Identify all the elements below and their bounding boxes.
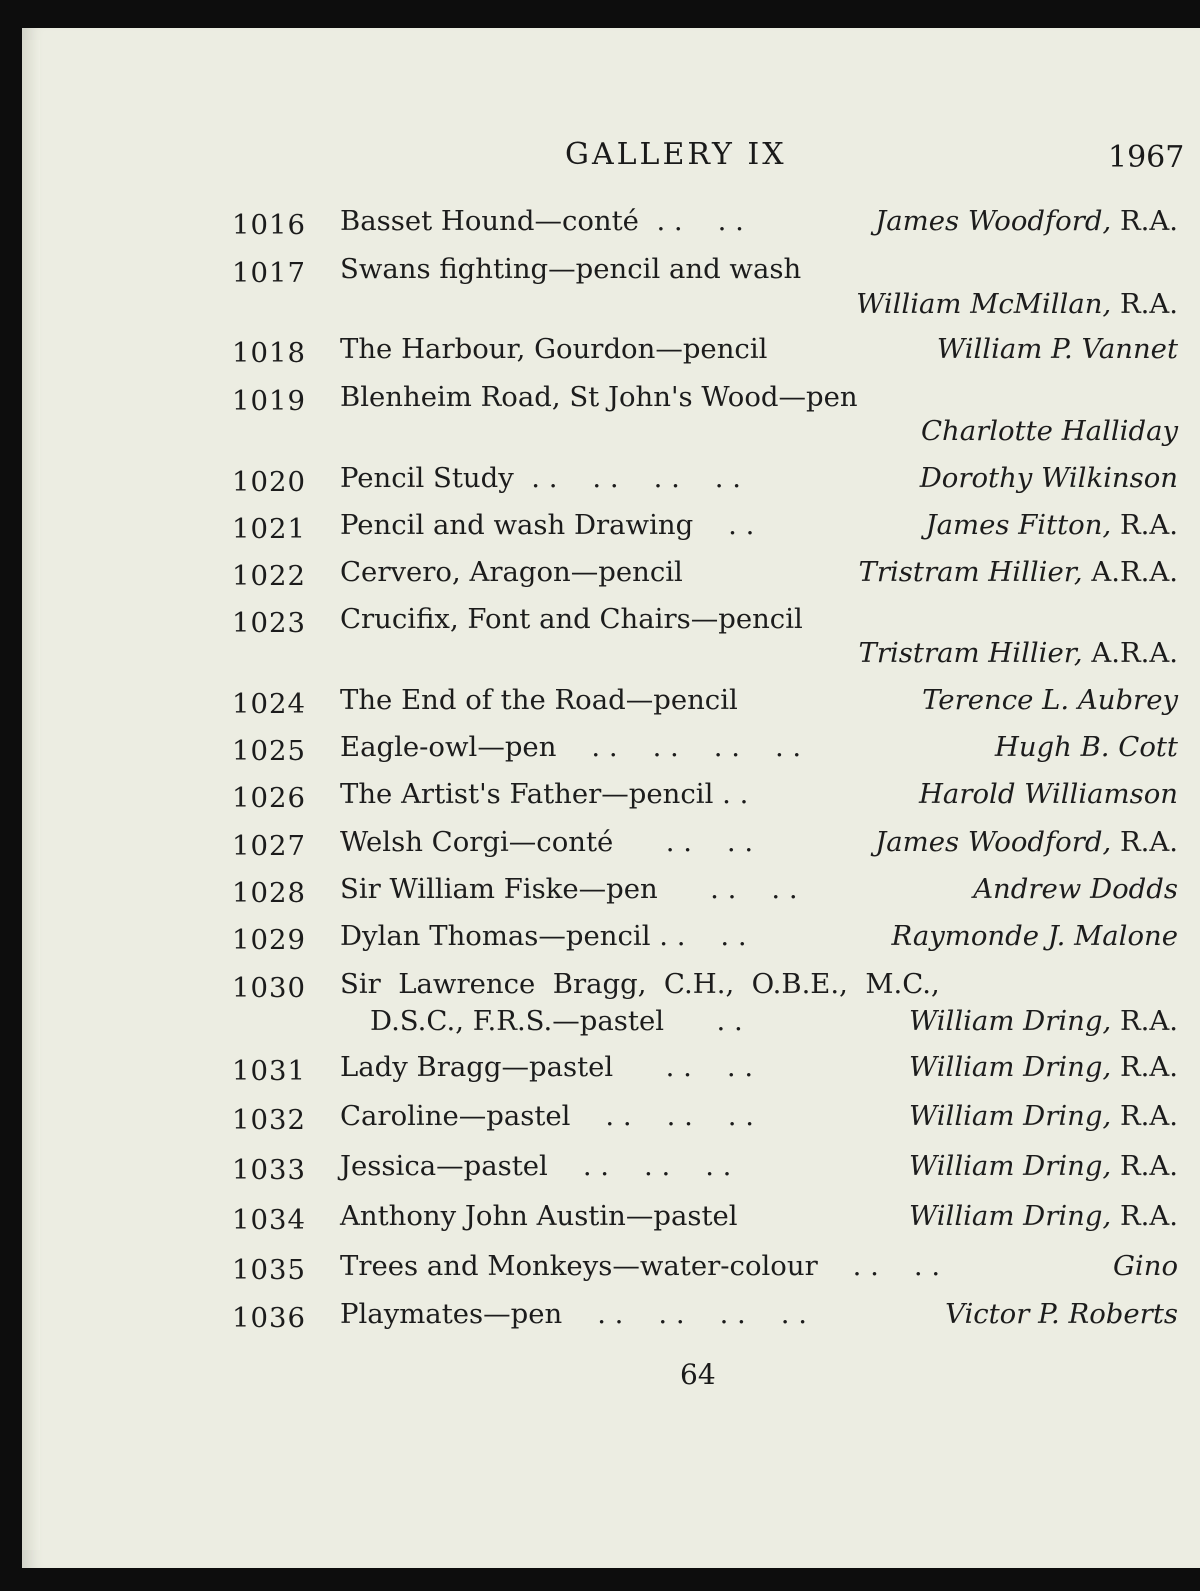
- catalogue-entry: [0, 603, 1200, 669]
- entry-artist: [859, 637, 1179, 669]
- catalogue-entry: [0, 778, 1200, 818]
- entry-number: 1036: [232, 1302, 306, 1334]
- entry-number: 1022: [232, 560, 306, 592]
- entry-artist: [859, 556, 1179, 588]
- entry-artist: [921, 415, 1178, 447]
- artist-name: James Fitton,: [925, 509, 1112, 541]
- artist-name: William Dring,: [908, 1150, 1112, 1182]
- entry-number: 1033: [232, 1154, 306, 1186]
- artist-name: Tristram Hillier,: [858, 637, 1083, 669]
- entry-title: Jessica—pastel . . . . . .: [340, 1150, 732, 1182]
- artist-name: Raymonde J. Malone: [891, 920, 1178, 952]
- catalogue-entry: [0, 1150, 1200, 1190]
- entry-artist: [945, 1298, 1178, 1330]
- catalogue-entry: [0, 1051, 1200, 1091]
- artist-name: Terence L. Aubrey: [922, 684, 1178, 716]
- entry-artist: [995, 731, 1178, 763]
- catalogue-entry: [0, 1298, 1200, 1338]
- artist-qualification: R.A.: [1111, 509, 1178, 541]
- entry-artist: [1113, 1250, 1178, 1282]
- entry-number: 1023: [232, 607, 306, 639]
- catalogue-entry: [0, 381, 1200, 447]
- entry-title: Eagle-owl—pen . . . . . . . .: [340, 731, 802, 763]
- entry-artist: [909, 1005, 1178, 1037]
- entry-number: 1027: [232, 830, 306, 862]
- artist-qualification: R.A.: [1111, 288, 1178, 320]
- artist-qualification: A.R.A.: [1082, 556, 1178, 588]
- entry-title: Cervero, Aragon—pencil: [340, 556, 683, 588]
- catalogue-entry: [0, 205, 1200, 245]
- artist-qualification: R.A.: [1111, 1051, 1178, 1083]
- entry-title: Sir Lawrence Bragg, C.H., O.B.E., M.C.,: [340, 968, 940, 1000]
- artist-name: William Dring,: [908, 1100, 1112, 1132]
- artist-qualification: R.A.: [1111, 826, 1178, 858]
- entry-number: 1020: [232, 466, 306, 498]
- entry-title: Playmates—pen . . . . . . . .: [340, 1298, 807, 1330]
- entry-title: The Harbour, Gourdon—pencil: [340, 333, 768, 365]
- gallery-title: GALLERY IX: [565, 137, 787, 172]
- catalogue-entry: [0, 968, 1200, 1037]
- entry-artist: [875, 205, 1178, 237]
- entry-title: Blenheim Road, St John's Wood—pen: [340, 381, 858, 413]
- catalogue-entry: [0, 333, 1200, 373]
- entry-number: 1017: [232, 257, 306, 289]
- entry-artist: [920, 462, 1178, 494]
- artist-qualification: R.A.: [1111, 1200, 1178, 1232]
- page-number: 64: [680, 1358, 716, 1391]
- catalogue-entry: [0, 731, 1200, 771]
- entry-number: 1035: [232, 1254, 306, 1286]
- catalogue-entry: [0, 556, 1200, 596]
- entry-title: Pencil and wash Drawing . .: [340, 509, 755, 541]
- artist-name: James Woodford,: [875, 205, 1112, 237]
- year: 1967: [1108, 140, 1185, 175]
- artist-name: Victor P. Roberts: [945, 1298, 1178, 1330]
- entry-artist: [926, 509, 1178, 541]
- catalogue-entry: [0, 509, 1200, 549]
- entry-artist: [919, 778, 1178, 810]
- entry-number: 1030: [232, 972, 306, 1004]
- catalogue-entry: [0, 873, 1200, 913]
- entry-artist: [909, 1100, 1178, 1132]
- catalogue-entry: [0, 920, 1200, 960]
- artist-name: James Woodford,: [875, 826, 1112, 858]
- entry-title-continued: D.S.C., F.R.S.—pastel . .: [370, 1005, 743, 1037]
- entry-title: Pencil Study . . . . . . . .: [340, 462, 742, 494]
- artist-qualification: R.A.: [1111, 1005, 1178, 1037]
- catalogue-entry: [0, 1100, 1200, 1140]
- artist-name: William Dring,: [908, 1200, 1112, 1232]
- entry-title: Sir William Fiske—pen . . . .: [340, 873, 798, 905]
- entry-title: Swans fighting—pencil and wash: [340, 253, 802, 285]
- artist-name: Hugh B. Cott: [994, 731, 1178, 763]
- entry-artist: [892, 920, 1179, 952]
- entry-title: Basset Hound—conté . . . .: [340, 205, 744, 237]
- entry-number: 1032: [232, 1104, 306, 1136]
- entry-title: Anthony John Austin—pastel: [340, 1200, 738, 1232]
- entry-artist: [875, 826, 1178, 858]
- entry-number: 1031: [232, 1055, 306, 1087]
- entry-number: 1034: [232, 1204, 306, 1236]
- entry-artist: [922, 684, 1178, 716]
- artist-qualification: R.A.: [1111, 1150, 1178, 1182]
- entry-title: Crucifix, Font and Chairs—pencil: [340, 603, 803, 635]
- artist-name: Andrew Dodds: [973, 873, 1178, 905]
- entry-artist: [909, 1200, 1178, 1232]
- entry-title: Dylan Thomas—pencil . . . .: [340, 920, 747, 952]
- entry-title: Lady Bragg—pastel . . . .: [340, 1051, 754, 1083]
- entry-title: Trees and Monkeys—water-colour . . . .: [340, 1250, 941, 1282]
- entry-number: 1029: [232, 924, 306, 956]
- entry-number: 1026: [232, 782, 306, 814]
- entry-artist: [909, 1051, 1178, 1083]
- artist-name: William McMillan,: [856, 288, 1112, 320]
- entry-number: 1016: [232, 209, 306, 241]
- catalogue-entry: [0, 826, 1200, 866]
- entry-artist: [937, 333, 1178, 365]
- entry-number: 1021: [232, 513, 306, 545]
- artist-name: Tristram Hillier,: [858, 556, 1083, 588]
- artist-name: William Dring,: [908, 1005, 1112, 1037]
- artist-name: William Dring,: [908, 1051, 1112, 1083]
- catalogue-entry: [0, 1200, 1200, 1240]
- catalogue-entry: [0, 253, 1200, 320]
- artist-name: Dorothy Wilkinson: [919, 462, 1178, 494]
- entry-title: Caroline—pastel . . . . . .: [340, 1100, 755, 1132]
- artist-name: William P. Vannet: [936, 333, 1178, 365]
- artist-name: Gino: [1112, 1250, 1178, 1282]
- entry-number: 1019: [232, 385, 306, 417]
- artist-name: Harold Williamson: [918, 778, 1178, 810]
- entry-artist: [856, 288, 1178, 320]
- catalogue-entry: [0, 684, 1200, 724]
- entry-number: 1018: [232, 337, 306, 369]
- entry-title: The End of the Road—pencil: [340, 684, 738, 716]
- entry-number: 1028: [232, 877, 306, 909]
- entry-number: 1024: [232, 688, 306, 720]
- entry-title: The Artist's Father—pencil . .: [340, 778, 749, 810]
- artist-qualification: R.A.: [1111, 205, 1178, 237]
- artist-qualification: R.A.: [1111, 1100, 1178, 1132]
- entry-artist: [973, 873, 1178, 905]
- artist-name: Charlotte Halliday: [920, 415, 1178, 447]
- artist-qualification: A.R.A.: [1082, 637, 1178, 669]
- entry-number: 1025: [232, 735, 306, 767]
- catalogue-entry: [0, 1250, 1200, 1290]
- catalogue-entry: [0, 462, 1200, 502]
- entry-artist: [909, 1150, 1178, 1182]
- entry-title: Welsh Corgi—conté . . . .: [340, 826, 754, 858]
